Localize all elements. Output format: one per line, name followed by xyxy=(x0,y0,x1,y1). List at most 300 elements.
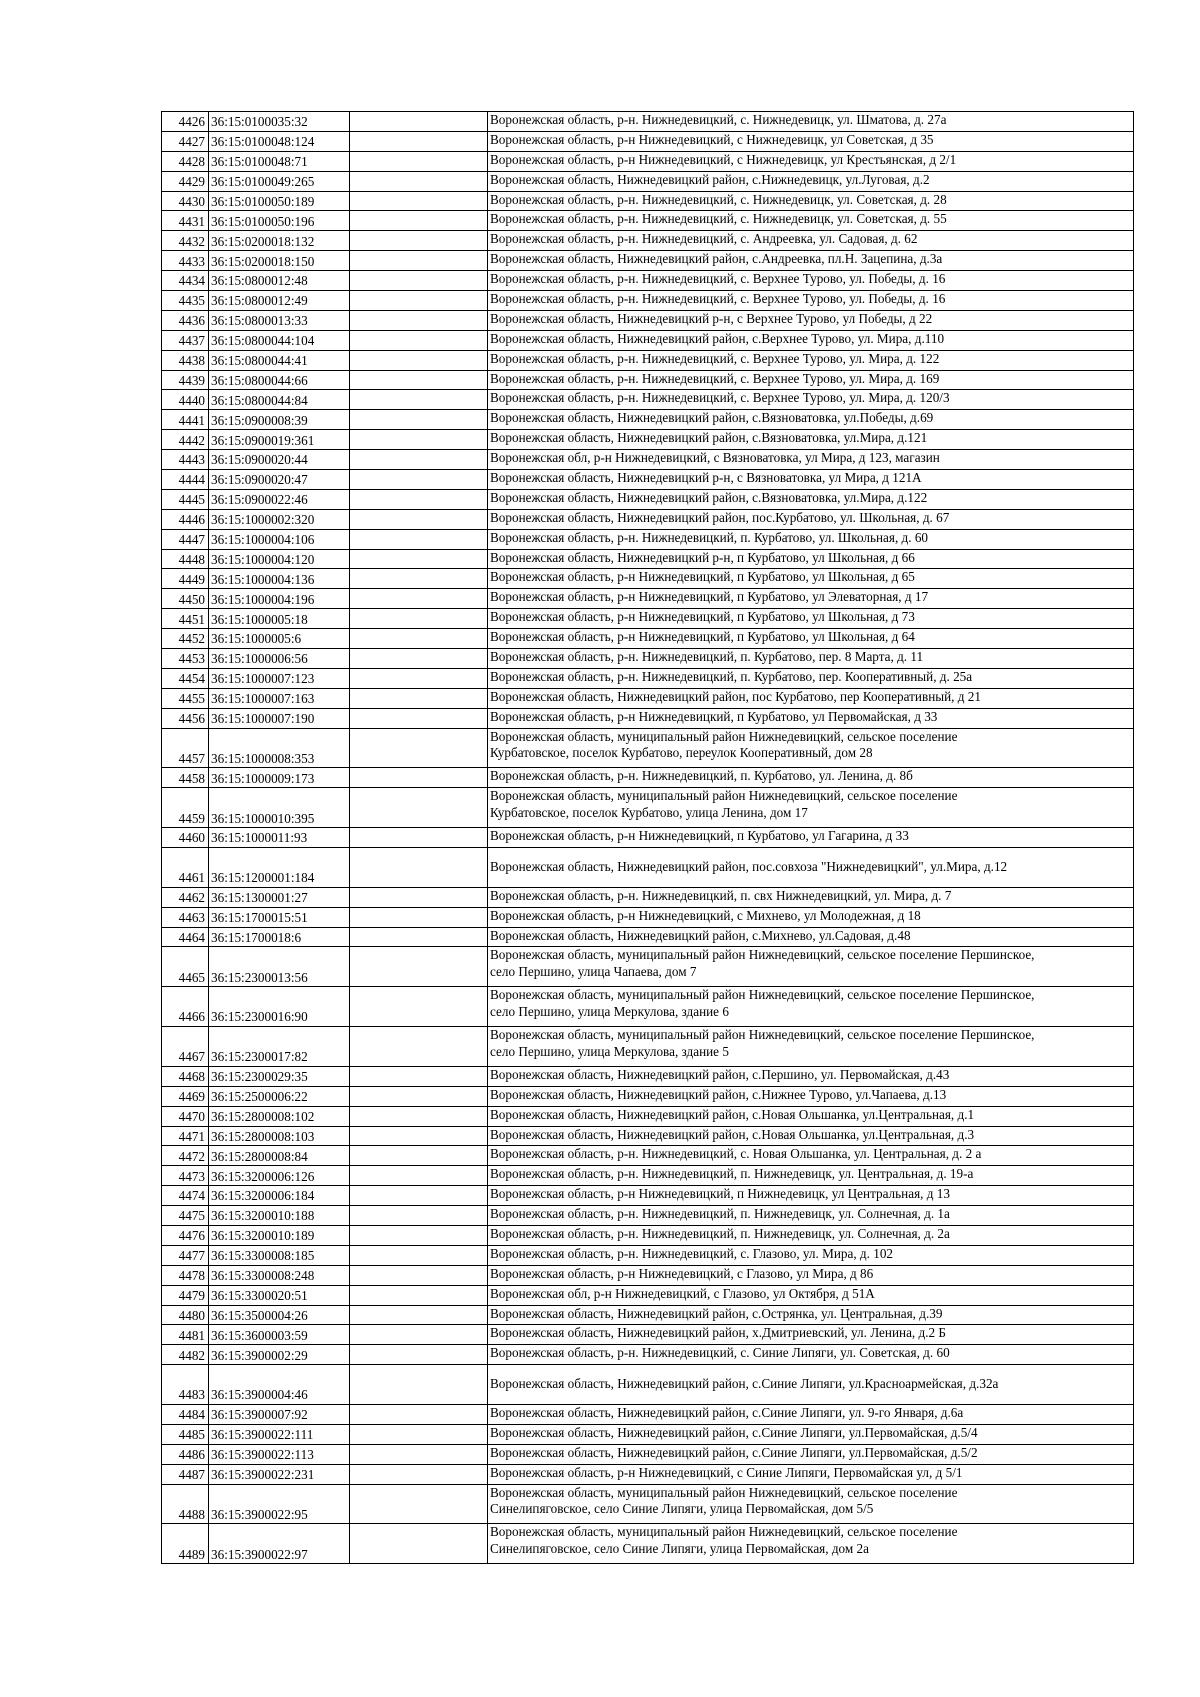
cadastral-number-cell: 36:15:3900002:29 xyxy=(209,1345,350,1365)
cadastral-number-cell: 36:15:3200006:126 xyxy=(209,1166,350,1186)
cadastral-number-cell: 36:15:3300008:248 xyxy=(209,1265,350,1285)
row-number-cell: 4487 xyxy=(162,1464,209,1484)
empty-cell xyxy=(350,1524,488,1564)
cadastral-number-cell: 36:15:1700018:6 xyxy=(209,927,350,947)
empty-cell xyxy=(350,291,488,311)
cadastral-number-cell: 36:15:1000007:163 xyxy=(209,688,350,708)
table-row xyxy=(162,1225,1134,1245)
address-cell: Воронежская область, Нижнедевицкий район, с.Вязноватовка, ул.Мира, д.122 xyxy=(488,489,1134,509)
address-cell: Воронежская область, Нижнедевицкий р-н, с Вязноватовка, ул Мира, д 121А xyxy=(488,470,1134,490)
cadastral-number-cell: 36:15:2800008:103 xyxy=(209,1126,350,1146)
address-cell: Воронежская область, Нижнедевицкий район, с.Першино, ул. Первомайская, д.43 xyxy=(488,1066,1134,1086)
cadastral-number-cell: 36:15:1000004:136 xyxy=(209,569,350,589)
row-number-cell: 4442 xyxy=(162,430,209,450)
cadastral-number-cell: 36:15:2500006:22 xyxy=(209,1086,350,1106)
table-row xyxy=(162,430,1134,450)
cadastral-number-cell: 36:15:2300029:35 xyxy=(209,1066,350,1086)
table-row xyxy=(162,112,1134,132)
cadastral-number-cell: 36:15:0900020:44 xyxy=(209,450,350,470)
empty-cell xyxy=(350,1245,488,1265)
address-cell: Воронежская область, муниципальный район Нижнедевицкий, сельское поселение Синелипяговское, село Синие Липяги, улица Первомайская, дом 2а xyxy=(488,1524,1134,1564)
table-row xyxy=(162,310,1134,330)
row-number-cell: 4448 xyxy=(162,549,209,569)
cadastral-number-cell: 36:15:3900007:92 xyxy=(209,1405,350,1425)
address-cell: Воронежская область, муниципальный район Нижнедевицкий, сельское поселение Першинское, село Першино, улица Меркулова, здание 5 xyxy=(488,1027,1134,1067)
row-number-cell: 4463 xyxy=(162,907,209,927)
row-number-cell: 4429 xyxy=(162,171,209,191)
table-row xyxy=(162,1424,1134,1444)
address-cell: Воронежская область, р-н. Нижнедевицкий, п. Нижнедевицк, ул. Солнечная, д. 2а xyxy=(488,1225,1134,1245)
row-number-cell: 4441 xyxy=(162,410,209,430)
cadastral-number-cell: 36:15:3900022:113 xyxy=(209,1444,350,1464)
row-number-cell: 4468 xyxy=(162,1066,209,1086)
row-number-cell: 4428 xyxy=(162,151,209,171)
address-cell: Воронежская область, р-н Нижнедевицкий, с Нижнедевицк, ул Крестьянская, д 2/1 xyxy=(488,151,1134,171)
empty-cell xyxy=(350,728,488,768)
empty-cell xyxy=(350,887,488,907)
empty-cell xyxy=(350,1484,488,1524)
empty-cell xyxy=(350,112,488,132)
table-row xyxy=(162,1285,1134,1305)
cadastral-number-cell: 36:15:0800044:84 xyxy=(209,390,350,410)
table-row xyxy=(162,649,1134,669)
table-row xyxy=(162,708,1134,728)
row-number-cell: 4460 xyxy=(162,828,209,848)
address-cell: Воронежская область, р-н Нижнедевицкий, п Курбатово, ул Школьная, д 73 xyxy=(488,609,1134,629)
table-row xyxy=(162,211,1134,231)
address-cell: Воронежская область, р-н Нижнедевицкий, с Глазово, ул Мира, д 86 xyxy=(488,1265,1134,1285)
table-row xyxy=(162,589,1134,609)
cadastral-number-cell: 36:15:1000002:320 xyxy=(209,509,350,529)
row-number-cell: 4484 xyxy=(162,1405,209,1425)
empty-cell xyxy=(350,211,488,231)
property-table-body xyxy=(162,112,1134,1564)
address-cell: Воронежская область, р-н. Нижнедевицкий, с. Нижнедевицк, ул. Советская, д. 28 xyxy=(488,191,1134,211)
table-row xyxy=(162,271,1134,291)
table-row xyxy=(162,1524,1134,1564)
table-row xyxy=(162,788,1134,828)
table-row xyxy=(162,828,1134,848)
address-cell: Воронежская область, муниципальный район Нижнедевицкий, сельское поселение Першинское, село Першино, улица Меркулова, здание 6 xyxy=(488,987,1134,1027)
cadastral-number-cell: 36:15:2800008:84 xyxy=(209,1146,350,1166)
row-number-cell: 4432 xyxy=(162,231,209,251)
address-cell: Воронежская область, р-н Нижнедевицкий, с Нижнедевицк, ул Советская, д 35 xyxy=(488,131,1134,151)
address-cell: Воронежская область, Нижнедевицкий район, с.Синие Липяги, ул. 9-го Января, д.6а xyxy=(488,1405,1134,1425)
empty-cell xyxy=(350,1345,488,1365)
cadastral-number-cell: 36:15:1000009:173 xyxy=(209,768,350,788)
empty-cell xyxy=(350,430,488,450)
cadastral-number-cell: 36:15:0800044:41 xyxy=(209,350,350,370)
table-row xyxy=(162,569,1134,589)
row-number-cell: 4452 xyxy=(162,629,209,649)
cadastral-number-cell: 36:15:0200018:132 xyxy=(209,231,350,251)
cadastral-number-cell: 36:15:1000010:395 xyxy=(209,788,350,828)
empty-cell xyxy=(350,370,488,390)
table-row xyxy=(162,1444,1134,1464)
table-row xyxy=(162,1265,1134,1285)
cadastral-number-cell: 36:15:1000004:106 xyxy=(209,529,350,549)
address-cell: Воронежская область, Нижнедевицкий район, пос.Курбатово, ул. Школьная, д. 67 xyxy=(488,509,1134,529)
cadastral-number-cell: 36:15:2300017:82 xyxy=(209,1027,350,1067)
row-number-cell: 4434 xyxy=(162,271,209,291)
cadastral-number-cell: 36:15:1000005:18 xyxy=(209,609,350,629)
table-row xyxy=(162,1305,1134,1325)
empty-cell xyxy=(350,1066,488,1086)
cadastral-number-cell: 36:15:3900022:231 xyxy=(209,1464,350,1484)
address-cell: Воронежская область, р-н Нижнедевицкий, п Курбатово, ул Элеваторная, д 17 xyxy=(488,589,1134,609)
table-row xyxy=(162,1166,1134,1186)
address-cell: Воронежская область, Нижнедевицкий р-н, п Курбатово, ул Школьная, д 66 xyxy=(488,549,1134,569)
cadastral-number-cell: 36:15:0100048:124 xyxy=(209,131,350,151)
address-cell: Воронежская область, р-н Нижнедевицкий, п Курбатово, ул Первомайская, д 33 xyxy=(488,708,1134,728)
cadastral-number-cell: 36:15:3200010:189 xyxy=(209,1225,350,1245)
empty-cell xyxy=(350,549,488,569)
address-cell: Воронежская область, р-н. Нижнедевицкий, с. Нижнедевицк, ул. Советская, д. 55 xyxy=(488,211,1134,231)
table-row xyxy=(162,350,1134,370)
cadastral-number-cell: 36:15:0100050:189 xyxy=(209,191,350,211)
row-number-cell: 4481 xyxy=(162,1325,209,1345)
cadastral-number-cell: 36:15:3300008:185 xyxy=(209,1245,350,1265)
empty-cell xyxy=(350,191,488,211)
row-number-cell: 4435 xyxy=(162,291,209,311)
table-row xyxy=(162,1066,1134,1086)
address-cell: Воронежская область, Нижнедевицкий район, пос.совхоза "Нижнедевицкий", ул.Мира, д.12 xyxy=(488,847,1134,887)
row-number-cell: 4457 xyxy=(162,728,209,768)
cadastral-number-cell: 36:15:1000005:6 xyxy=(209,629,350,649)
cadastral-number-cell: 36:15:1000011:93 xyxy=(209,828,350,848)
table-row xyxy=(162,688,1134,708)
cadastral-number-cell: 36:15:0900019:361 xyxy=(209,430,350,450)
address-cell: Воронежская область, Нижнедевицкий район, с.Синие Липяги, ул.Первомайская, д.5/2 xyxy=(488,1444,1134,1464)
row-number-cell: 4454 xyxy=(162,668,209,688)
address-cell: Воронежская область, Нижнедевицкий район, с.Синие Липяги, ул.Красноармейская, д.32а xyxy=(488,1365,1134,1405)
cadastral-number-cell: 36:15:0900022:46 xyxy=(209,489,350,509)
cadastral-number-cell: 36:15:1000006:56 xyxy=(209,649,350,669)
empty-cell xyxy=(350,1027,488,1067)
table-row xyxy=(162,1325,1134,1345)
empty-cell xyxy=(350,529,488,549)
cadastral-number-cell: 36:15:1000007:190 xyxy=(209,708,350,728)
address-cell: Воронежская область, р-н. Нижнедевицкий, с. Верхнее Турово, ул. Мира, д. 120/3 xyxy=(488,390,1134,410)
row-number-cell: 4485 xyxy=(162,1424,209,1444)
cadastral-number-cell: 36:15:2800008:102 xyxy=(209,1106,350,1126)
cadastral-number-cell: 36:15:0900020:47 xyxy=(209,470,350,490)
table-row xyxy=(162,390,1134,410)
table-row xyxy=(162,1126,1134,1146)
row-number-cell: 4436 xyxy=(162,310,209,330)
empty-cell xyxy=(350,907,488,927)
address-cell: Воронежская область, муниципальный район Нижнедевицкий, сельское поселение Першинское, село Першино, улица Чапаева, дом 7 xyxy=(488,947,1134,987)
empty-cell xyxy=(350,450,488,470)
address-cell: Воронежская область, р-н. Нижнедевицкий, п. Курбатово, пер. Кооперативный, д. 25а xyxy=(488,668,1134,688)
row-number-cell: 4458 xyxy=(162,768,209,788)
address-cell: Воронежская область, Нижнедевицкий район, с.Михнево, ул.Садовая, д.48 xyxy=(488,927,1134,947)
empty-cell xyxy=(350,788,488,828)
row-number-cell: 4488 xyxy=(162,1484,209,1524)
row-number-cell: 4430 xyxy=(162,191,209,211)
cadastral-number-cell: 36:15:1700015:51 xyxy=(209,907,350,927)
address-cell: Воронежская область, р-н. Нижнедевицкий, с. Новая Ольшанка, ул. Центральная, д. 2 а xyxy=(488,1146,1134,1166)
cadastral-number-cell: 36:15:0800013:33 xyxy=(209,310,350,330)
address-cell: Воронежская область, Нижнедевицкий район, с.Верхнее Турово, ул. Мира, д.110 xyxy=(488,330,1134,350)
empty-cell xyxy=(350,1106,488,1126)
row-number-cell: 4461 xyxy=(162,847,209,887)
address-cell: Воронежская область, р-н. Нижнедевицкий, п. Курбатово, пер. 8 Марта, д. 11 xyxy=(488,649,1134,669)
row-number-cell: 4482 xyxy=(162,1345,209,1365)
address-cell: Воронежская область, Нижнедевицкий район, с.Новая Ольшанка, ул.Центральная, д.3 xyxy=(488,1126,1134,1146)
address-cell: Воронежская область, р-н Нижнедевицкий, с Синие Липяги, Первомайская ул, д 5/1 xyxy=(488,1464,1134,1484)
cadastral-number-cell: 36:15:3900004:46 xyxy=(209,1365,350,1405)
address-cell: Воронежская область, р-н. Нижнедевицкий, с. Верхнее Турово, ул. Мира, д. 122 xyxy=(488,350,1134,370)
row-number-cell: 4445 xyxy=(162,489,209,509)
row-number-cell: 4470 xyxy=(162,1106,209,1126)
table-row xyxy=(162,470,1134,490)
empty-cell xyxy=(350,1225,488,1245)
row-number-cell: 4456 xyxy=(162,708,209,728)
empty-cell xyxy=(350,1424,488,1444)
table-row xyxy=(162,370,1134,390)
cadastral-number-cell: 36:15:0100048:71 xyxy=(209,151,350,171)
cadastral-number-cell: 36:15:3500004:26 xyxy=(209,1305,350,1325)
row-number-cell: 4475 xyxy=(162,1206,209,1226)
address-cell: Воронежская область, р-н. Нижнедевицкий, п. Курбатово, ул. Школьная, д. 60 xyxy=(488,529,1134,549)
address-cell: Воронежская область, Нижнедевицкий район, х.Дмитриевский, ул. Ленина, д.2 Б xyxy=(488,1325,1134,1345)
empty-cell xyxy=(350,589,488,609)
table-row xyxy=(162,191,1134,211)
row-number-cell: 4427 xyxy=(162,131,209,151)
address-cell: Воронежская область, р-н. Нижнедевицкий, с. Синие Липяги, ул. Советская, д. 60 xyxy=(488,1345,1134,1365)
row-number-cell: 4451 xyxy=(162,609,209,629)
address-cell: Воронежская область, Нижнедевицкий район, с.Вязноватовка, ул.Мира, д.121 xyxy=(488,430,1134,450)
row-number-cell: 4462 xyxy=(162,887,209,907)
table-row xyxy=(162,668,1134,688)
cadastral-number-cell: 36:15:3900022:111 xyxy=(209,1424,350,1444)
cadastral-number-cell: 36:15:0900008:39 xyxy=(209,410,350,430)
table-row xyxy=(162,509,1134,529)
table-row xyxy=(162,1245,1134,1265)
cadastral-number-cell: 36:15:0800044:66 xyxy=(209,370,350,390)
row-number-cell: 4455 xyxy=(162,688,209,708)
table-row xyxy=(162,1186,1134,1206)
row-number-cell: 4473 xyxy=(162,1166,209,1186)
empty-cell xyxy=(350,629,488,649)
empty-cell xyxy=(350,350,488,370)
empty-cell xyxy=(350,987,488,1027)
table-row xyxy=(162,887,1134,907)
cadastral-number-cell: 36:15:1000007:123 xyxy=(209,668,350,688)
empty-cell xyxy=(350,390,488,410)
table-row xyxy=(162,768,1134,788)
row-number-cell: 4426 xyxy=(162,112,209,132)
empty-cell xyxy=(350,1405,488,1425)
address-cell: Воронежская область, Нижнедевицкий район, с.Синие Липяги, ул.Первомайская, д.5/4 xyxy=(488,1424,1134,1444)
address-cell: Воронежская область, р-н Нижнедевицкий, с Михнево, ул Молодежная, д 18 xyxy=(488,907,1134,927)
table-row xyxy=(162,231,1134,251)
row-number-cell: 4479 xyxy=(162,1285,209,1305)
address-cell: Воронежская область, р-н. Нижнедевицкий, с. Глазово, ул. Мира, д. 102 xyxy=(488,1245,1134,1265)
address-cell: Воронежская область, р-н. Нижнедевицкий, с. Андреевка, ул. Садовая, д. 62 xyxy=(488,231,1134,251)
empty-cell xyxy=(350,509,488,529)
table-row xyxy=(162,609,1134,629)
empty-cell xyxy=(350,271,488,291)
table-row xyxy=(162,1484,1134,1524)
row-number-cell: 4480 xyxy=(162,1305,209,1325)
address-cell: Воронежская обл, р-н Нижнедевицкий, с Вязноватовка, ул Мира, д 123, магазин xyxy=(488,450,1134,470)
address-cell: Воронежская область, Нижнедевицкий район, с.Андреевка, пл.Н. Зацепина, д.3а xyxy=(488,251,1134,271)
cadastral-number-cell: 36:15:1000004:120 xyxy=(209,549,350,569)
cadastral-number-cell: 36:15:3900022:97 xyxy=(209,1524,350,1564)
empty-cell xyxy=(350,410,488,430)
table-row xyxy=(162,987,1134,1027)
empty-cell xyxy=(350,310,488,330)
row-number-cell: 4453 xyxy=(162,649,209,669)
row-number-cell: 4489 xyxy=(162,1524,209,1564)
address-cell: Воронежская область, Нижнедевицкий район, с.Новая Ольшанка, ул.Центральная, д.1 xyxy=(488,1106,1134,1126)
empty-cell xyxy=(350,1186,488,1206)
empty-cell xyxy=(350,1305,488,1325)
table-row xyxy=(162,1086,1134,1106)
empty-cell xyxy=(350,688,488,708)
empty-cell xyxy=(350,1166,488,1186)
row-number-cell: 4471 xyxy=(162,1126,209,1146)
row-number-cell: 4449 xyxy=(162,569,209,589)
row-number-cell: 4438 xyxy=(162,350,209,370)
empty-cell xyxy=(350,947,488,987)
empty-cell xyxy=(350,231,488,251)
empty-cell xyxy=(350,251,488,271)
table-row xyxy=(162,728,1134,768)
row-number-cell: 4465 xyxy=(162,947,209,987)
table-row xyxy=(162,1345,1134,1365)
cadastral-number-cell: 36:15:1300001:27 xyxy=(209,887,350,907)
cadastral-number-cell: 36:15:1000004:196 xyxy=(209,589,350,609)
row-number-cell: 4450 xyxy=(162,589,209,609)
table-row xyxy=(162,291,1134,311)
address-cell: Воронежская область, Нижнедевицкий район, с.Нижнее Турово, ул.Чапаева, д.13 xyxy=(488,1086,1134,1106)
empty-cell xyxy=(350,927,488,947)
row-number-cell: 4447 xyxy=(162,529,209,549)
address-cell: Воронежская область, р-н. Нижнедевицкий, с. Верхнее Турово, ул. Мира, д. 169 xyxy=(488,370,1134,390)
empty-cell xyxy=(350,569,488,589)
address-cell: Воронежская область, р-н. Нижнедевицкий, п. Нижнедевицк, ул. Солнечная, д. 1а xyxy=(488,1206,1134,1226)
address-cell: Воронежская область, муниципальный район Нижнедевицкий, сельское поселение Курбатовское, поселок Курбатово, переулок Кооперативный, дом 28 xyxy=(488,728,1134,768)
cadastral-number-cell: 36:15:3200010:188 xyxy=(209,1206,350,1226)
table-row xyxy=(162,1206,1134,1226)
table-row xyxy=(162,529,1134,549)
table-row xyxy=(162,131,1134,151)
table-row xyxy=(162,489,1134,509)
row-number-cell: 4464 xyxy=(162,927,209,947)
row-number-cell: 4467 xyxy=(162,1027,209,1067)
cadastral-number-cell: 36:15:1200001:184 xyxy=(209,847,350,887)
empty-cell xyxy=(350,828,488,848)
row-number-cell: 4440 xyxy=(162,390,209,410)
address-cell: Воронежская область, р-н. Нижнедевицкий, п. Курбатово, ул. Ленина, д. 8б xyxy=(488,768,1134,788)
row-number-cell: 4472 xyxy=(162,1146,209,1166)
table-row xyxy=(162,171,1134,191)
address-cell: Воронежская область, муниципальный район Нижнедевицкий, сельское поселение Синелипяговское, село Синие Липяги, улица Первомайская, дом 5/5 xyxy=(488,1484,1134,1524)
empty-cell xyxy=(350,1325,488,1345)
row-number-cell: 4439 xyxy=(162,370,209,390)
address-cell: Воронежская обл, р-н Нижнедевицкий, с Глазово, ул Октября, д 51А xyxy=(488,1285,1134,1305)
table-row xyxy=(162,330,1134,350)
empty-cell xyxy=(350,171,488,191)
empty-cell xyxy=(350,1285,488,1305)
empty-cell xyxy=(350,1464,488,1484)
table-row xyxy=(162,847,1134,887)
cadastral-number-cell: 36:15:0800044:104 xyxy=(209,330,350,350)
address-cell: Воронежская область, р-н. Нижнедевицкий, с. Верхнее Турово, ул. Победы, д. 16 xyxy=(488,291,1134,311)
empty-cell xyxy=(350,708,488,728)
empty-cell xyxy=(350,1365,488,1405)
address-cell: Воронежская область, р-н. Нижнедевицкий, п. свх Нижнедевицкий, ул. Мира, д. 7 xyxy=(488,887,1134,907)
cadastral-number-cell: 36:15:1000008:353 xyxy=(209,728,350,768)
table-row xyxy=(162,1106,1134,1126)
cadastral-number-cell: 36:15:0200018:150 xyxy=(209,251,350,271)
address-cell: Воронежская область, Нижнедевицкий район, с.Острянка, ул. Центральная, д.39 xyxy=(488,1305,1134,1325)
empty-cell xyxy=(350,470,488,490)
row-number-cell: 4477 xyxy=(162,1245,209,1265)
cadastral-number-cell: 36:15:3600003:59 xyxy=(209,1325,350,1345)
table-row xyxy=(162,151,1134,171)
table-row xyxy=(162,1365,1134,1405)
row-number-cell: 4431 xyxy=(162,211,209,231)
cadastral-number-cell: 36:15:0100050:196 xyxy=(209,211,350,231)
cadastral-number-cell: 36:15:0100035:32 xyxy=(209,112,350,132)
empty-cell xyxy=(350,1086,488,1106)
empty-cell xyxy=(350,649,488,669)
table-row xyxy=(162,1146,1134,1166)
table-row xyxy=(162,251,1134,271)
table-row xyxy=(162,947,1134,987)
table-row xyxy=(162,1405,1134,1425)
address-cell: Воронежская область, Нижнедевицкий р-н, с Верхнее Турово, ул Победы, д 22 xyxy=(488,310,1134,330)
cadastral-number-cell: 36:15:0800012:48 xyxy=(209,271,350,291)
row-number-cell: 4444 xyxy=(162,470,209,490)
table-row xyxy=(162,629,1134,649)
empty-cell xyxy=(350,489,488,509)
table-row xyxy=(162,1027,1134,1067)
address-cell: Воронежская область, р-н Нижнедевицкий, п Нижнедевицк, ул Центральная, д 13 xyxy=(488,1186,1134,1206)
empty-cell xyxy=(350,768,488,788)
row-number-cell: 4437 xyxy=(162,330,209,350)
address-cell: Воронежская область, р-н Нижнедевицкий, п Курбатово, ул Школьная, д 65 xyxy=(488,569,1134,589)
empty-cell xyxy=(350,330,488,350)
address-cell: Воронежская область, р-н. Нижнедевицкий, п. Нижнедевицк, ул. Центральная, д. 19-а xyxy=(488,1166,1134,1186)
cadastral-number-cell: 36:15:0100049:265 xyxy=(209,171,350,191)
address-cell: Воронежская область, р-н Нижнедевицкий, п Курбатово, ул Школьная, д 64 xyxy=(488,629,1134,649)
row-number-cell: 4446 xyxy=(162,509,209,529)
row-number-cell: 4486 xyxy=(162,1444,209,1464)
empty-cell xyxy=(350,847,488,887)
address-cell: Воронежская область, р-н. Нижнедевицкий, с. Нижнедевицк, ул. Шматова, д. 27а xyxy=(488,112,1134,132)
row-number-cell: 4459 xyxy=(162,788,209,828)
address-cell: Воронежская область, муниципальный район Нижнедевицкий, сельское поселение Курбатовское, поселок Курбатово, улица Ленина, дом 17 xyxy=(488,788,1134,828)
empty-cell xyxy=(350,1146,488,1166)
address-cell: Воронежская область, р-н. Нижнедевицкий, с. Верхнее Турово, ул. Победы, д. 16 xyxy=(488,271,1134,291)
empty-cell xyxy=(350,131,488,151)
row-number-cell: 4466 xyxy=(162,987,209,1027)
empty-cell xyxy=(350,1265,488,1285)
row-number-cell: 4476 xyxy=(162,1225,209,1245)
property-table xyxy=(161,111,1134,1564)
empty-cell xyxy=(350,1126,488,1146)
cadastral-number-cell: 36:15:3900022:95 xyxy=(209,1484,350,1524)
row-number-cell: 4443 xyxy=(162,450,209,470)
cadastral-number-cell: 36:15:2300013:56 xyxy=(209,947,350,987)
address-cell: Воронежская область, Нижнедевицкий район, пос Курбатово, пер Кооперативный, д 21 xyxy=(488,688,1134,708)
row-number-cell: 4478 xyxy=(162,1265,209,1285)
